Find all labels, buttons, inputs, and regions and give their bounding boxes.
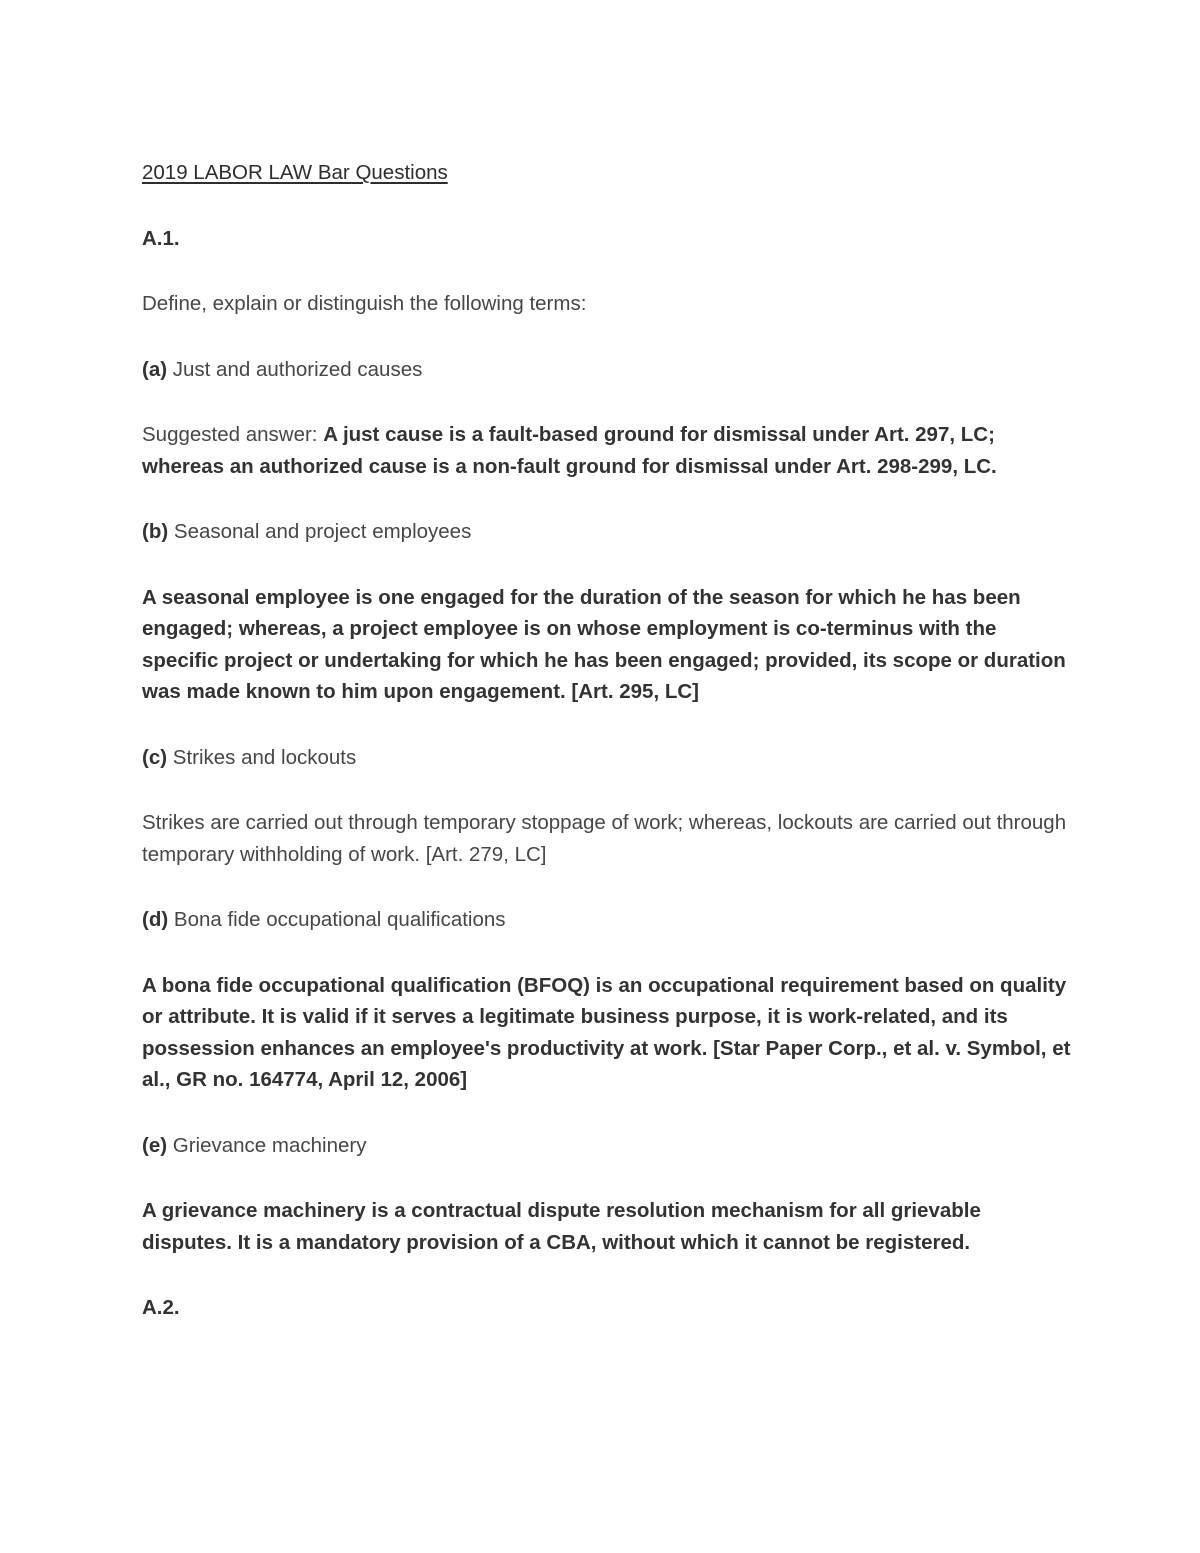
item-c-answer: Strikes are carried out through temporary stoppage of work; whereas, lockouts are carried out through temporary withholding of work. [Art. 279, LC] [142,811,1067,866]
item-c-marker: (c) [142,745,168,769]
item-e-term [142,1130,1072,1162]
item-d-term [142,904,1072,936]
item-e-marker: (e) [142,1133,168,1157]
item-b-term-text: Seasonal and project employees [173,520,472,543]
item-a-answer-prefix: Suggested answer: [142,423,324,446]
document-title-line [142,157,1072,189]
item-e-answer: A grievance machinery is a contractual dispute resolution mechanism for all grievable disputes. It is a mandatory provision of a CBA, without which it cannot be registered. [142,1199,981,1254]
question-a2-label: A.2. [142,1296,180,1319]
item-e-term-text: Grievance machinery [172,1133,367,1157]
item-a-term-text: Just and authorized causes [172,357,423,381]
item-c-term-text: Strikes and lockouts [172,745,357,769]
item-a-answer-text: A just cause is a fault-based ground for dismissal under Art. 297, LC; whereas an authorized cause is a non-fault ground for dismissal under Art. 298-299, LC. [142,423,997,478]
item-a-term [142,354,1072,386]
document-title: 2019 LABOR LAW Bar Questions [142,161,448,184]
item-a-answer [142,419,1072,482]
item-b-marker: (b) [142,520,169,543]
document-body [142,157,1072,1358]
instruction-text: Define, explain or distinguish the following terms: [142,292,587,315]
item-d-answer: A bona fide occupational qualification (BFOQ) is an occupational requirement based on quality or attribute. It is valid if it serves a legitimate business purpose, it is work-related, and its possession enhances an employee's productivity at work. [Star Paper Corp., et al. v. Symbol, et al., GR no. 164774, April 12, 2006] [142,973,1071,1091]
item-c-term [142,742,1072,774]
item-a-marker: (a) [142,357,168,381]
item-d-term-text: Bona fide occupational qualifications [173,908,506,931]
item-b-answer: A seasonal employee is one engaged for the duration of the season for which he has been engaged; whereas, a project employee is on whose employment is co-terminus with the specific project or undertaking for which he has been engaged; provided, its scope or duration was made known to him upon engagement. [Art. 295, LC] [142,585,1066,703]
item-d-marker: (d) [142,908,169,931]
question-a1-label: A.1. [142,226,180,250]
item-b-term [142,516,1072,548]
